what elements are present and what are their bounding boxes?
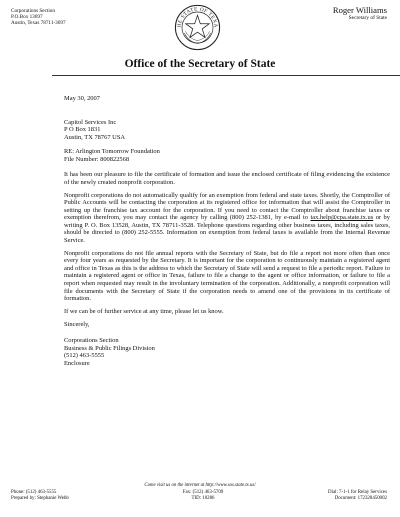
secretary-title: Secretary of State bbox=[348, 15, 387, 21]
paragraph-2-part-b: or by writing P. O. Box 13528, Austin, TX 78711-3528. Telephone questions regarding other business taxes, including sales taxes, should be directed to (800) 252-5555. Information on exemption from federal taxes is available from the Internal Revenue Service. bbox=[64, 214, 390, 244]
header-divider bbox=[52, 75, 400, 76]
signature-line: Business & Public Filings Division bbox=[64, 344, 155, 352]
closing: Sincerely, bbox=[64, 320, 90, 328]
reference-block bbox=[64, 148, 390, 163]
seal-text: HE STATE OF TEXA bbox=[176, 6, 219, 29]
paragraph-1: It has been our pleasure to file the certificate of formation and issue the enclosed certificate of filing evidencing the existence of the newly created nonprofit corporation. bbox=[64, 171, 390, 186]
return-address bbox=[11, 8, 66, 27]
footer-right bbox=[328, 490, 387, 501]
footer-document: Document: 172328450002 bbox=[334, 495, 387, 501]
footer-fax: Fax: (512) 463-5709 bbox=[182, 490, 224, 495]
svg-text:THE STATE OF TEXAS bbox=[174, 4, 219, 28]
footer-dial: Dial: 7-1-1 for Relay Services bbox=[328, 490, 387, 495]
footer-left bbox=[11, 490, 69, 501]
paragraph-4: If we can be of further service at any time, please let us know. bbox=[64, 307, 224, 315]
secretary-header bbox=[333, 5, 387, 22]
re-line: RE: Arlington Tomorrow Foundation bbox=[64, 148, 160, 156]
signature-line: Corporations Section bbox=[64, 337, 119, 345]
paragraph-2 bbox=[64, 192, 390, 245]
footer-web: Come visit us on the internet at http://www.sos.state.tx.us/ bbox=[144, 483, 256, 488]
recipient-address bbox=[64, 119, 390, 142]
footer-center bbox=[168, 490, 238, 501]
address-line: P O Box 1831 bbox=[64, 126, 101, 134]
signature-block bbox=[64, 337, 390, 367]
footer-prepared-by: Prepared by: Stephanie Webb bbox=[11, 495, 69, 501]
footer-phone: Phone: (512) 463-5555 bbox=[11, 490, 57, 495]
texas-seal-icon bbox=[174, 4, 221, 51]
comptroller-email-link[interactable]: tax.help@cpa.state.tx.us bbox=[310, 214, 374, 222]
paragraph-2-part-a: Nonprofit corporations do not automatically qualify for an exemption from federal and state taxes. Shortly, the Comptroller of Public Accounts will be contacting the corporation at its registered office for information that will assist the Comptroller in setting up the franchise tax account for the corporation. If you need to contact the Comptroller about franchise taxes or exemption therefrom, you may contact the agency by calling (800) 252-1381, by e-mail to bbox=[64, 191, 390, 222]
address-line: Capitol Services Inc bbox=[64, 118, 117, 126]
return-address-line: Corporations Section bbox=[11, 8, 55, 14]
return-address-line: P.O.Box 13697 bbox=[11, 14, 43, 21]
file-number-line: File Number: 800822568 bbox=[64, 155, 130, 163]
office-title: Office of the Secretary of State bbox=[124, 58, 276, 70]
secretary-name: Roger Williams bbox=[332, 5, 387, 15]
letter-body bbox=[64, 95, 390, 373]
signature-line: (512) 463-5555 bbox=[64, 352, 105, 360]
address-line: Austin, TX 78767 USA bbox=[64, 133, 126, 141]
paragraph-3: Nonprofit corporations do not file annual reports with the Secretary of State, but do file a report not more often than once every four years as requested by the Secretary. It is important for the corporation to continuously maintain a registered agent and office in Texas as this is the address to which the Secretary of State will send a request to file a periodic report. Failure to maintain a registered agent or office in Texas, failure to file a change to the agent or office information, or failure to file a report when requested may result in the involuntary termination of the corporation. Additionally, a nonprofit corporation will file documents with the Secretary of State if the corporation needs to amend one of the provisions in its certificate of formation. bbox=[64, 249, 390, 303]
signature-line: Enclosure bbox=[64, 359, 90, 367]
return-address-line: Austin, Texas 78711-3697 bbox=[11, 20, 66, 27]
letter-date: May 30, 2007 bbox=[64, 95, 100, 102]
footer-tid: TID: 10286 bbox=[191, 495, 215, 501]
